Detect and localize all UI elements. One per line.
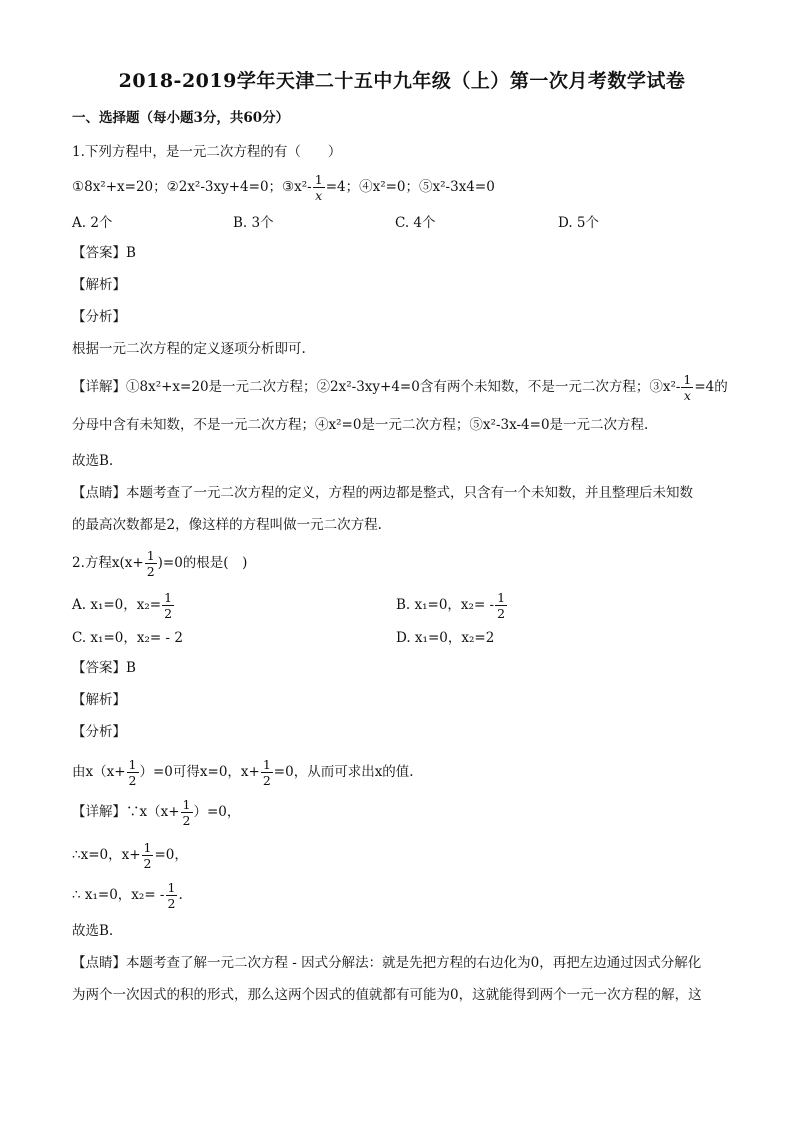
q2-analysis-part-b: ）=0可得x=0，x+ [139, 764, 260, 780]
q2-step1 [72, 840, 188, 871]
q2-stem-fraction [145, 548, 157, 579]
q2-analysis-part-c: =0，从而可求出x的值. [273, 764, 414, 780]
q2-stem-part-b: )=0的根是( ) [157, 555, 248, 571]
q2-option-a-fraction [162, 590, 174, 621]
q1-detail-fraction-numerator: 1 [683, 372, 692, 387]
q2-answer: 【答案】B [72, 660, 136, 676]
q1-detail-line1 [72, 372, 728, 403]
q2-jiexi: 【解析】 [72, 692, 126, 708]
q1-note-line1: 【点睛】本题考查了一元二次方程的定义，方程的两边都是整式，只含有一个未知数，并且整理后未知数 [72, 485, 693, 501]
document-title: 2018-2019学年天津二十五中九年级（上）第一次月考数学试卷 [118, 70, 686, 92]
q1-option-b: B. 3个 [233, 215, 274, 231]
q2-stem-fraction-denominator: 2 [146, 564, 155, 579]
q2-step1-fraction-numerator: 1 [143, 840, 152, 855]
q2-step1-part-b: =0， [154, 847, 188, 863]
q2-option-b-numerator: 1 [497, 590, 506, 605]
q1-conclusion: 故选B. [72, 453, 114, 469]
q1-stem: 1.下列方程中，是一元二次方程的有（ ） [72, 144, 342, 160]
q2-option-a-numerator: 1 [164, 590, 173, 605]
q2-option-a [72, 590, 175, 621]
q1-option-c: C. 4个 [395, 215, 436, 231]
q2-step1-fraction [142, 840, 154, 871]
q2-conclusion: 故选B. [72, 923, 114, 939]
q2-analysis-fraction-1-denominator: 2 [128, 773, 137, 788]
q2-detail-fraction-numerator: 1 [182, 797, 191, 812]
q1-equations-part-a: ①8x²+x=20；②2x²-3xy+4=0；③x²- [72, 179, 312, 195]
q2-note-line1: 【点睛】本题考查了解一元二次方程 - 因式分解法：就是先把方程的右边化为0，再把左边通过因式分解化 [72, 955, 702, 971]
q2-analysis-fraction-1-numerator: 1 [128, 757, 137, 772]
q2-detail-fraction-denominator: 2 [182, 813, 191, 828]
q2-stem-fraction-numerator: 1 [146, 548, 155, 563]
q1-fraction-denominator: x [315, 188, 323, 203]
q2-detail-part-b: ）=0， [193, 804, 241, 820]
q1-note-line2: 的最高次数都是2，像这样的方程叫做一元二次方程. [72, 517, 382, 533]
q2-note-line2: 为两个一次因式的积的形式，那么这两个因式的值就都有可能为0，这就能得到两个一元一次方程的解，这 [72, 987, 702, 1003]
q2-option-b-denominator: 2 [497, 606, 506, 621]
q1-fraction [313, 172, 325, 203]
q2-detail-line1 [72, 797, 240, 828]
q2-step2-fraction-numerator: 1 [167, 880, 176, 895]
q1-detail-fraction-denominator: x [683, 388, 691, 403]
q1-detail-fraction [681, 372, 693, 403]
q1-equations [72, 172, 495, 203]
q2-option-a-denominator: 2 [164, 606, 173, 621]
q2-step2-end: . [178, 887, 183, 903]
q2-detail-fraction [181, 797, 193, 828]
q2-stem [72, 548, 247, 579]
q2-analysis-fraction-1 [127, 757, 139, 788]
q2-option-b-fraction [495, 590, 507, 621]
q2-option-a-text: A. x₁=0，x₂= [72, 597, 162, 613]
q2-analysis-fraction-2-numerator: 1 [262, 757, 271, 772]
q2-option-b [396, 590, 508, 621]
q2-step2-fraction-denominator: 2 [167, 896, 176, 911]
q1-answer: 【答案】B [72, 245, 136, 261]
q2-detail-part-a: 【详解】∵x（x+ [72, 804, 180, 820]
q1-analysis: 根据一元二次方程的定义逐项分析即可. [72, 341, 306, 357]
q2-option-b-text: B. x₁=0，x₂= - [396, 597, 495, 613]
q2-stem-part-a: 2.方程x(x+ [72, 555, 144, 571]
q1-jiexi: 【解析】 [72, 277, 126, 293]
q2-analysis-fraction-2 [261, 757, 273, 788]
q1-fraction-numerator: 1 [314, 172, 323, 187]
q2-step2-fraction [166, 880, 178, 911]
q2-step2 [72, 880, 183, 911]
q2-analysis-fraction-2-denominator: 2 [262, 773, 271, 788]
q2-option-d: D. x₁=0，x₂=2 [396, 630, 495, 646]
q2-step2-text: ∴ x₁=0，x₂= - [72, 887, 165, 903]
section-heading: 一、选择题（每小题3分，共60分） [72, 110, 290, 126]
q1-analysis-heading: 【分析】 [72, 309, 126, 325]
q2-option-c: C. x₁=0，x₂= - 2 [72, 630, 183, 646]
q2-analysis-part-a: 由x（x+ [72, 764, 126, 780]
q1-detail-part-a: 【详解】①8x²+x=20是一元二次方程；②2x²-3xy+4=0含有两个未知数，不是一元二次方程；③x²- [72, 379, 681, 395]
q1-option-d: D. 5个 [558, 215, 600, 231]
q2-analysis [72, 757, 414, 788]
q1-detail-part-b: =4的 [694, 379, 728, 395]
q2-step1-fraction-denominator: 2 [143, 856, 152, 871]
q2-step1-part-a: ∴x=0，x+ [72, 847, 141, 863]
q1-equations-part-b: =4；④x²=0；⑤x²-3x4=0 [325, 179, 495, 195]
q1-option-a: A. 2个 [72, 215, 113, 231]
q1-detail-line2: 分母中含有未知数，不是一元二次方程；④x²=0是一元二次方程；⑤x²-3x-4=0是一元二次方程. [72, 417, 649, 433]
q2-analysis-heading: 【分析】 [72, 724, 126, 740]
